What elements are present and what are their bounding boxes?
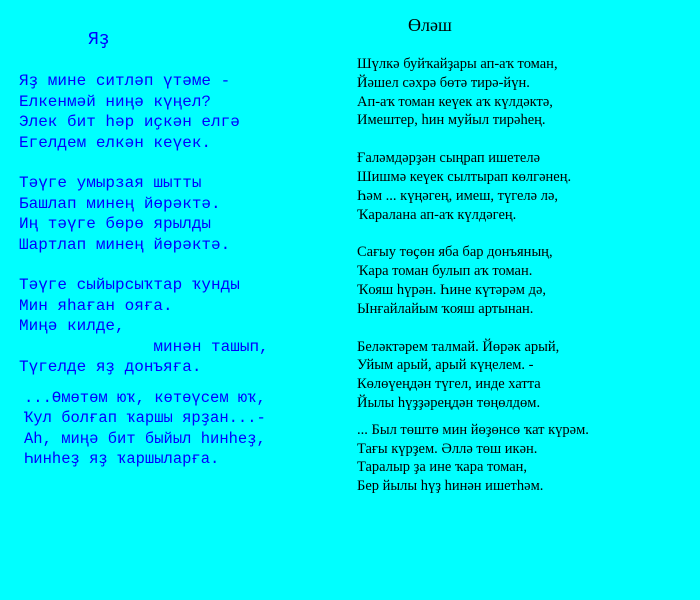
poem-line: Тәүге умырзая шытты xyxy=(19,174,202,192)
poem-line: Башлап минең йөрәктә. xyxy=(19,194,221,213)
left-stanza-1 xyxy=(19,71,349,153)
right-poem xyxy=(357,55,687,515)
poem-line: Көлөүеңдән түгел, инде хатта xyxy=(357,376,541,393)
right-poem-title: Өләш xyxy=(408,15,452,35)
left-stanza-4 xyxy=(24,388,349,470)
right-stanza-1 xyxy=(357,55,687,130)
poem-line: Йылы һүҙҙәреңдән төңөлдөм. xyxy=(357,394,541,411)
poem-line: Һинһеҙ яҙ ҡаршыларға. xyxy=(24,450,220,468)
left-stanza-2 xyxy=(19,173,349,255)
poem-line: Бер йылы һүҙ һинән ишетһәм. xyxy=(357,478,544,495)
poem-line: Беләктәрем талмай. Йөрәк арый, xyxy=(357,338,560,355)
poem-line: Имештер, һин муйыл тирәһең. xyxy=(357,112,546,129)
poem-line: Ҡояш һүрән. Һине күтәрәм дә, xyxy=(357,281,547,298)
poem-line: Ғаләмдәрҙән сыңрап ишетелә xyxy=(357,150,541,167)
poem-line: Ҡара томан булып аҡ томан. xyxy=(357,263,533,280)
poem-line: Ап-аҡ томан кеүек аҡ күлдәктә, xyxy=(357,93,553,110)
left-poem-title: Яҙ xyxy=(88,30,110,50)
poem-line: Мин яһаған ояға. xyxy=(19,296,173,315)
poem-line: Сағыу төҫөн яба бар донъяның, xyxy=(357,244,553,261)
poem-line: Таралыр ҙа ине ҡара томан, xyxy=(357,459,528,476)
poem-line: Һәм ... күңәгең, имеш, түгелә лә, xyxy=(357,187,559,204)
left-stanza-3 xyxy=(19,275,349,378)
poem-line: Ынғайлайым ҡояш артынан. xyxy=(357,300,534,317)
poem-line: Шартлап минең йөрәктә. xyxy=(19,235,231,254)
left-poem xyxy=(19,71,349,490)
poem-line: Миңә килде, xyxy=(19,317,125,335)
poem-line: Шүлкә буйҡайҙары ап-аҡ томан, xyxy=(357,56,558,72)
poem-line: ...Өмөтөм юҡ, көтөүсем юҡ, xyxy=(24,388,266,407)
poem-line: Йәшел сәхрә бөтә тирә-йүн. xyxy=(357,74,530,91)
poem-line: Елкенмәй ниңә күңел? xyxy=(19,92,212,111)
poem-line: Тағы күрҙем. Әллә төш икән. xyxy=(357,440,538,457)
poem-line: минән ташып, xyxy=(19,337,269,356)
right-stanza-5 xyxy=(357,421,687,496)
poem-line: Ҡаралана ап-аҡ күлдәгең. xyxy=(357,206,517,223)
poem-line: Аһ, миңә бит быйыл һинһеҙ, xyxy=(24,429,266,448)
poem-line: Егелдем елкән кеүек. xyxy=(19,133,212,152)
poem-line: Түгелде яҙ донъяға. xyxy=(19,358,202,376)
right-stanza-2 xyxy=(357,149,687,224)
poem-line: Ҡул болғап ҡаршы ярҙан...- xyxy=(24,409,266,427)
poem-line: Иң тәүге бөрө ярылды xyxy=(19,215,212,233)
poem-line: Уйым арый, арый күңелем. - xyxy=(357,357,534,374)
poem-line: Тәүге сыйырсыҡтар ҡунды xyxy=(19,276,240,294)
right-stanza-3 xyxy=(357,243,687,318)
poem-line: ... Был төштө мин йөҙөнсө ҡат күрәм. xyxy=(357,421,589,438)
right-stanza-4 xyxy=(357,338,687,413)
poem-line: Элек бит һәр иҫкән елгә xyxy=(19,113,240,131)
poem-line: Яҙ мине ситләп үтәме - xyxy=(19,72,231,90)
poem-line: Шишмә кеүек сылтырап көлгәнең. xyxy=(357,168,572,185)
